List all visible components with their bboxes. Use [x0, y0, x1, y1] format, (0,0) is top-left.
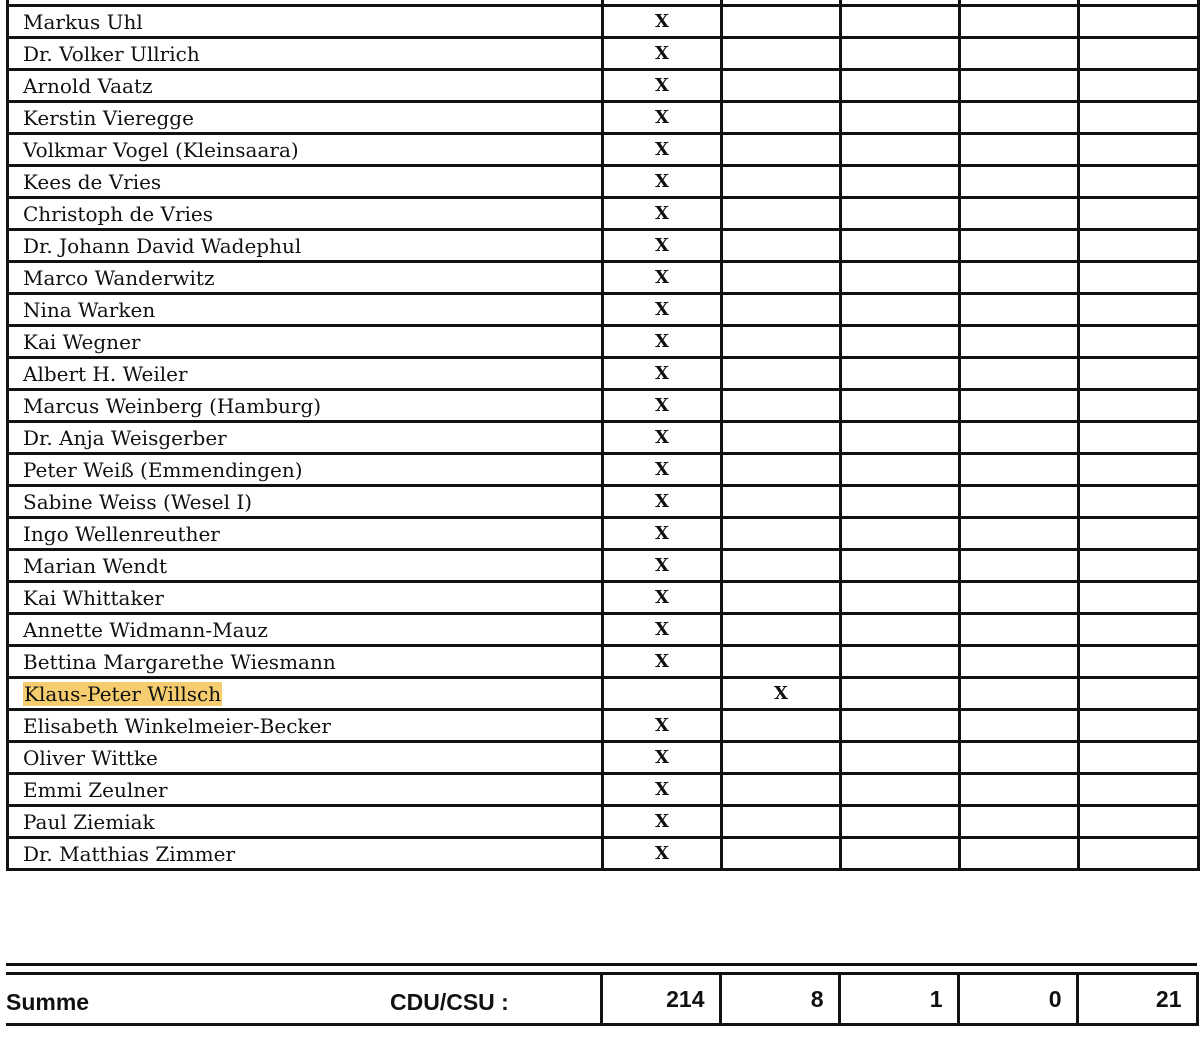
vote-mark-cell: [960, 102, 1079, 134]
vote-mark-cell: [841, 6, 960, 38]
vote-mark-cell: [1079, 70, 1199, 102]
vote-mark-cell: [960, 582, 1079, 614]
table-row: [8, 166, 1199, 198]
vote-mark-cell: X: [603, 326, 722, 358]
member-name: Bettina Margarethe Wiesmann: [23, 649, 336, 674]
vote-mark-cell: [722, 454, 841, 486]
vote-mark-cell: [841, 166, 960, 198]
separator-line: [6, 963, 1197, 966]
table-row: [8, 550, 1199, 582]
member-name: Oliver Wittke: [23, 745, 158, 770]
vote-mark-cell: [722, 582, 841, 614]
vote-mark-cell: [722, 614, 841, 646]
vote-mark-cell: [960, 38, 1079, 70]
vote-mark-cell: [841, 326, 960, 358]
vote-mark-cell: [960, 486, 1079, 518]
vote-mark-cell: [960, 806, 1079, 838]
total-nicht-abgegeben: 21: [1077, 974, 1197, 1025]
member-name: Marcus Weinberg (Hamburg): [23, 393, 322, 418]
table-row: [8, 838, 1199, 870]
vote-mark-cell: X: [603, 198, 722, 230]
vote-mark-cell: [722, 710, 841, 742]
vote-mark-cell: X: [603, 230, 722, 262]
vote-mark-cell: X: [603, 38, 722, 70]
member-name: Kees de Vries: [23, 169, 162, 194]
vote-mark-cell: [841, 70, 960, 102]
vote-mark-cell: [722, 294, 841, 326]
member-name-cell: [8, 518, 603, 550]
table-row: [8, 614, 1199, 646]
vote-mark-cell: [841, 422, 960, 454]
vote-mark-cell: [1079, 422, 1199, 454]
table-row: [8, 646, 1199, 678]
table-row: [8, 518, 1199, 550]
vote-mark-cell: [722, 422, 841, 454]
member-name-cell: [8, 38, 603, 70]
vote-mark-cell: [1079, 134, 1199, 166]
vote-mark-cell: [841, 582, 960, 614]
member-name-cell: [8, 422, 603, 454]
table-row: [8, 454, 1199, 486]
vote-mark-cell: [841, 614, 960, 646]
member-name: Paul Ziemiak: [23, 809, 155, 834]
vote-mark-cell: X: [603, 166, 722, 198]
vote-mark-cell: [1079, 294, 1199, 326]
vote-mark-cell: [841, 710, 960, 742]
vote-mark-cell: X: [603, 294, 722, 326]
table-row: [8, 582, 1199, 614]
member-name-cell: [8, 198, 603, 230]
vote-mark-cell: [722, 806, 841, 838]
vote-mark-cell: [1079, 166, 1199, 198]
vote-mark-cell: [722, 486, 841, 518]
vote-mark-cell: [841, 294, 960, 326]
member-name: Ingo Wellenreuther: [23, 521, 220, 546]
vote-mark-cell: [1079, 678, 1199, 710]
table-row: [8, 390, 1199, 422]
vote-mark-cell: [960, 70, 1079, 102]
table-row: [8, 742, 1199, 774]
table-row: [8, 38, 1199, 70]
member-name-cell: [8, 774, 603, 806]
member-name: Marian Wendt: [23, 553, 168, 578]
total-nein: 8: [720, 974, 839, 1025]
vote-mark-cell: [960, 294, 1079, 326]
member-name: Nina Warken: [23, 297, 156, 322]
vote-mark-cell: X: [603, 134, 722, 166]
member-name: Dr. Volker Ullrich: [23, 41, 200, 66]
vote-mark-cell: [841, 838, 960, 870]
member-name-cell: [8, 582, 603, 614]
table-row: [8, 230, 1199, 262]
vote-mark-cell: [960, 614, 1079, 646]
vote-mark-cell: [841, 38, 960, 70]
vote-mark-cell: [841, 102, 960, 134]
table-row: [8, 326, 1199, 358]
vote-mark-cell: [841, 262, 960, 294]
vote-mark-cell: [1079, 198, 1199, 230]
vote-mark-cell: [841, 390, 960, 422]
member-name-cell: [8, 390, 603, 422]
vote-mark-cell: X: [603, 422, 722, 454]
vote-mark-cell: [841, 486, 960, 518]
vote-mark-cell: [960, 646, 1079, 678]
member-name: Arnold Vaatz: [23, 73, 153, 98]
member-name-cell: [8, 326, 603, 358]
member-name: Emmi Zeulner: [23, 777, 168, 802]
member-name-cell: [8, 70, 603, 102]
vote-mark-cell: X: [722, 678, 841, 710]
vote-mark-cell: [722, 774, 841, 806]
table-row: [8, 198, 1199, 230]
member-name-cell: [8, 166, 603, 198]
member-name-cell: [8, 614, 603, 646]
member-name: Peter Weiß (Emmendingen): [23, 457, 303, 482]
vote-mark-cell: X: [603, 70, 722, 102]
vote-mark-cell: [841, 806, 960, 838]
member-name-cell: [8, 294, 603, 326]
member-name-cell: [8, 742, 603, 774]
vote-mark-cell: [722, 166, 841, 198]
vote-mark-cell: [1079, 710, 1199, 742]
vote-mark-cell: X: [603, 774, 722, 806]
vote-mark-cell: X: [603, 102, 722, 134]
member-name-cell: [8, 710, 603, 742]
vote-mark-cell: [1079, 550, 1199, 582]
member-name: Dr. Matthias Zimmer: [23, 841, 236, 866]
table-row: [8, 806, 1199, 838]
member-name: Christoph de Vries: [23, 201, 214, 226]
vote-mark-cell: [841, 550, 960, 582]
member-name: Volkmar Vogel (Kleinsaara): [23, 137, 299, 162]
vote-mark-cell: X: [603, 358, 722, 390]
vote-mark-cell: [1079, 646, 1199, 678]
table-row: [8, 678, 1199, 710]
vote-mark-cell: [722, 230, 841, 262]
vote-mark-cell: [960, 358, 1079, 390]
vote-mark-cell: [1079, 582, 1199, 614]
summary-party: CDU/CSU :: [390, 989, 509, 1015]
vote-mark-cell: [960, 166, 1079, 198]
vote-mark-cell: [1079, 838, 1199, 870]
vote-mark-cell: [1079, 102, 1199, 134]
vote-mark-cell: [960, 422, 1079, 454]
summary-table: [6, 972, 1199, 1026]
vote-mark-cell: [603, 678, 722, 710]
vote-mark-cell: [1079, 358, 1199, 390]
vote-mark-cell: X: [603, 390, 722, 422]
member-name-cell: [8, 358, 603, 390]
member-name-cell: [8, 454, 603, 486]
vote-mark-cell: [1079, 518, 1199, 550]
member-name: Dr. Johann David Wadephul: [23, 233, 302, 258]
vote-mark-cell: [722, 550, 841, 582]
table-row: [8, 70, 1199, 102]
member-name: Albert H. Weiler: [23, 361, 188, 386]
member-name-cell: [8, 838, 603, 870]
vote-mark-cell: [1079, 454, 1199, 486]
vote-mark-cell: [960, 230, 1079, 262]
vote-mark-cell: [722, 70, 841, 102]
vote-mark-cell: [841, 678, 960, 710]
vote-mark-cell: [722, 102, 841, 134]
vote-mark-cell: [722, 134, 841, 166]
member-name: Klaus-Peter Willsch: [24, 681, 222, 706]
member-name: Marco Wanderwitz: [23, 265, 215, 290]
total-enthalten: 1: [839, 974, 958, 1025]
vote-mark-cell: [960, 838, 1079, 870]
vote-table: [6, 0, 1200, 871]
table-row: [8, 134, 1199, 166]
vote-mark-cell: [1079, 6, 1199, 38]
vote-mark-cell: X: [603, 582, 722, 614]
vote-mark-cell: [1079, 486, 1199, 518]
vote-mark-cell: [1079, 262, 1199, 294]
vote-mark-cell: [960, 198, 1079, 230]
vote-mark-cell: [960, 454, 1079, 486]
vote-mark-cell: X: [603, 550, 722, 582]
vote-mark-cell: [1079, 742, 1199, 774]
table-row: [8, 422, 1199, 454]
member-name: Kerstin Vieregge: [23, 105, 194, 130]
member-name-cell: [8, 230, 603, 262]
member-name: Elisabeth Winkelmeier-Becker: [23, 713, 331, 738]
summary-label-cell: [6, 974, 601, 1025]
vote-mark-cell: [722, 6, 841, 38]
member-name: Kai Wegner: [23, 329, 141, 354]
vote-mark-cell: [722, 518, 841, 550]
vote-mark-cell: [1079, 390, 1199, 422]
vote-mark-cell: [960, 678, 1079, 710]
vote-mark-cell: X: [603, 614, 722, 646]
vote-mark-cell: [960, 6, 1079, 38]
table-row: [8, 294, 1199, 326]
member-name: Dr. Anja Weisgerber: [23, 425, 227, 450]
vote-mark-cell: X: [603, 486, 722, 518]
vote-mark-cell: [960, 710, 1079, 742]
vote-mark-cell: X: [603, 646, 722, 678]
vote-mark-cell: [841, 198, 960, 230]
vote-mark-cell: X: [603, 454, 722, 486]
vote-mark-cell: [960, 518, 1079, 550]
vote-mark-cell: [841, 134, 960, 166]
member-name-cell: [8, 806, 603, 838]
member-name-cell: [8, 6, 603, 38]
summary-row: [6, 974, 1197, 1025]
table-row: [8, 6, 1199, 38]
vote-mark-cell: [960, 774, 1079, 806]
vote-mark-cell: [1079, 774, 1199, 806]
vote-mark-cell: [1079, 326, 1199, 358]
table-row: [8, 710, 1199, 742]
vote-mark-cell: [722, 838, 841, 870]
member-name: Kai Whittaker: [23, 585, 164, 610]
member-name-cell: [8, 262, 603, 294]
vote-mark-cell: [722, 198, 841, 230]
total-ungueltig: 0: [958, 974, 1077, 1025]
member-name: Annette Widmann-Mauz: [23, 617, 268, 642]
vote-mark-cell: [722, 358, 841, 390]
vote-mark-cell: [841, 646, 960, 678]
vote-mark-cell: [722, 262, 841, 294]
member-name: Markus Uhl: [23, 9, 143, 34]
vote-mark-cell: [960, 134, 1079, 166]
vote-mark-cell: [960, 262, 1079, 294]
member-name-cell: [8, 486, 603, 518]
member-name-cell: [8, 134, 603, 166]
table-row: [8, 262, 1199, 294]
vote-rows: [8, 0, 1199, 870]
vote-mark-cell: [1079, 38, 1199, 70]
vote-mark-cell: [841, 774, 960, 806]
member-name-cell: [8, 102, 603, 134]
table-row: [8, 774, 1199, 806]
vote-mark-cell: [841, 358, 960, 390]
vote-mark-cell: [1079, 230, 1199, 262]
vote-mark-cell: [722, 742, 841, 774]
vote-mark-cell: X: [603, 742, 722, 774]
vote-mark-cell: [841, 742, 960, 774]
vote-mark-cell: [960, 326, 1079, 358]
table-row: [8, 486, 1199, 518]
vote-mark-cell: X: [603, 710, 722, 742]
vote-mark-cell: X: [603, 262, 722, 294]
vote-mark-cell: [1079, 806, 1199, 838]
vote-mark-cell: [841, 518, 960, 550]
summary-label: Summe: [6, 989, 90, 1015]
member-name-cell: [8, 678, 603, 710]
vote-mark-cell: [960, 550, 1079, 582]
member-name-cell: [8, 550, 603, 582]
vote-mark-cell: [960, 390, 1079, 422]
vote-mark-cell: X: [603, 6, 722, 38]
vote-mark-cell: [1079, 614, 1199, 646]
vote-mark-cell: X: [603, 838, 722, 870]
member-name: Sabine Weiss (Wesel I): [23, 489, 253, 514]
total-ja: 214: [601, 974, 720, 1025]
table-row: [8, 102, 1199, 134]
vote-mark-cell: X: [603, 518, 722, 550]
vote-mark-cell: [841, 454, 960, 486]
vote-mark-cell: [960, 742, 1079, 774]
vote-mark-cell: [722, 390, 841, 422]
vote-mark-cell: [722, 38, 841, 70]
table-row: [8, 358, 1199, 390]
vote-mark-cell: X: [603, 806, 722, 838]
vote-mark-cell: [722, 326, 841, 358]
vote-mark-cell: [841, 230, 960, 262]
vote-mark-cell: [722, 646, 841, 678]
member-name-cell: [8, 646, 603, 678]
